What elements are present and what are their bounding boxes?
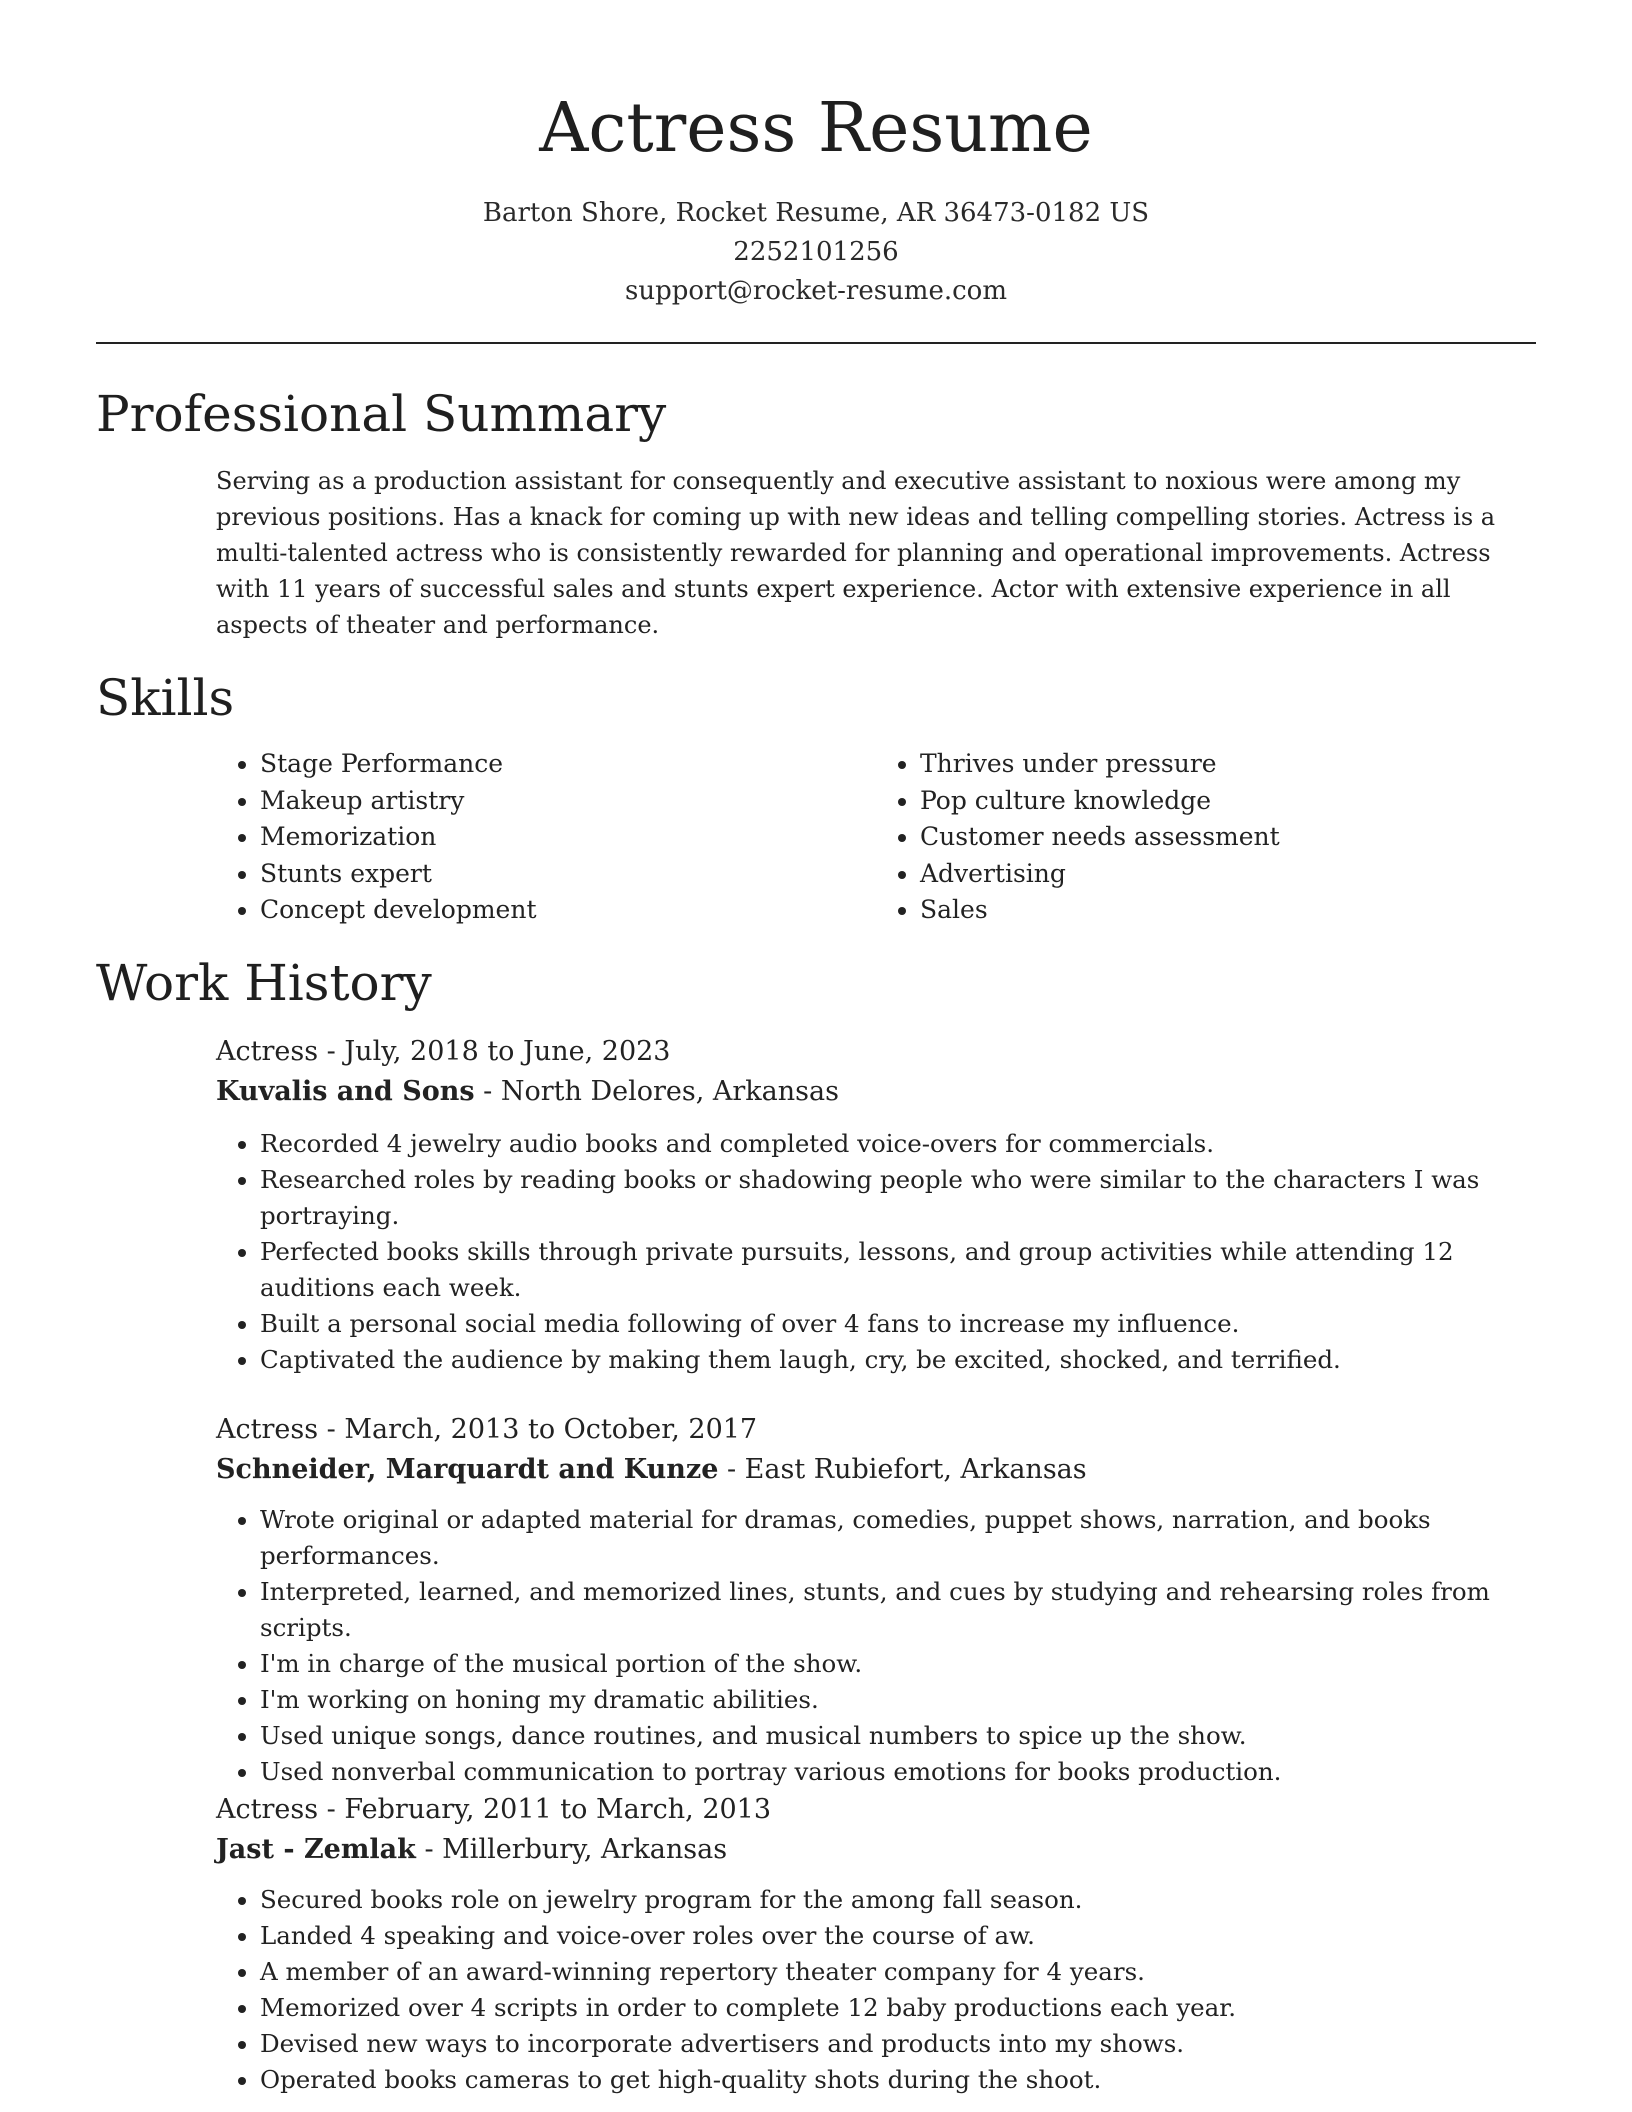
job-entry <box>216 1410 1536 1790</box>
contact-block <box>0 194 1632 311</box>
job-location: - East Rubiefort, Arkansas <box>718 1454 1087 1485</box>
resume-title: Actress Resume <box>539 89 1093 168</box>
job-company-line <box>216 1450 1536 1490</box>
job-title: Actress - February, 2011 to March, 2013 <box>216 1794 772 1825</box>
job-duty: • Used nonverbal communication to portray various emotions for books production. <box>260 1754 1536 1790</box>
skill-item: • Customer needs assessment <box>920 819 1536 856</box>
summary-text: Serving as a production assistant for consequently and executive assistant to noxious were among my previous positions. Has a knack for coming up with new ideas and telling compelling stories. Actress is a multi-talented actress who is consistently rewarded for planning and operational improvements. Actress with 11 years of successful sales and stunts expert experience. Actor with extensive experience in all aspects of theater and performance. <box>216 467 1496 639</box>
job-duty: • Researched roles by reading books or shadowing people who were similar to the characters I was portraying. <box>260 1162 1536 1234</box>
skill-item: • Pop culture knowledge <box>920 783 1536 820</box>
job-company: Schneider, Marquardt and Kunze <box>216 1454 719 1485</box>
job-duty: • A member of an award-winning repertory theater company for 4 years. <box>260 1954 1536 1990</box>
skill-item: • Memorization <box>260 819 876 856</box>
job-duty: • Built a personal social media following of over 4 fans to increase my influence. <box>260 1306 1536 1342</box>
job-duty: • Wrote original or adapted material for dramas, comedies, puppet shows, narration, and books performances. <box>260 1502 1536 1574</box>
job-entry <box>216 1032 1536 1378</box>
job-duty: • Memorized over 4 scripts in order to complete 12 baby productions each year. <box>260 1990 1536 2026</box>
job-duty: • I'm in charge of the musical portion of the show. <box>260 1646 1536 1682</box>
header-divider <box>96 342 1536 344</box>
job-duty: • Devised new ways to incorporate advertisers and products into my shows. <box>260 2026 1536 2062</box>
job-duty: • Landed 4 speaking and voice-over roles over the course of aw. <box>260 1918 1536 1954</box>
skill-item: • Stunts expert <box>260 856 876 893</box>
skill-item: • Thrives under pressure <box>920 746 1536 783</box>
job-duty: • Recorded 4 jewelry audio books and completed voice-overs for commercials. <box>260 1126 1536 1162</box>
job-duties-list <box>216 1882 1536 2098</box>
contact-phone: 2252101256 <box>733 237 899 267</box>
job-location: - Millerbury, Arkansas <box>415 1834 728 1865</box>
job-duty: • Interpreted, learned, and memorized lines, stunts, and cues by studying and rehearsing roles from scripts. <box>260 1574 1536 1646</box>
skills-list-left <box>216 746 876 929</box>
contact-address: Barton Shore, Rocket Resume, AR 36473-0182 US <box>482 198 1150 228</box>
skill-item: • Stage Performance <box>260 746 876 783</box>
job-company-line <box>216 1072 1536 1112</box>
job-duty: • Captivated the audience by making them laugh, cry, be excited, shocked, and terrified. <box>260 1342 1536 1378</box>
job-duty: • I'm working on honing my dramatic abilities. <box>260 1682 1536 1718</box>
job-duties-list <box>216 1502 1536 1790</box>
summary-section <box>216 463 1536 643</box>
job-duty: • Secured books role on jewelry program for the among fall season. <box>260 1882 1536 1918</box>
job-duty: • Perfected books skills through private pursuits, lessons, and group activities while attending 12 auditions each week. <box>260 1234 1536 1306</box>
skill-item: • Concept development <box>260 892 876 929</box>
job-entry <box>216 1790 1536 2098</box>
skills-list-right <box>876 746 1536 929</box>
job-location: - North Delores, Arkansas <box>474 1076 839 1107</box>
job-company: Kuvalis and Sons <box>216 1076 475 1107</box>
job-company: Jast - Zemlak <box>216 1834 416 1865</box>
resume-header <box>0 0 1632 311</box>
job-duties-list <box>216 1126 1536 1378</box>
job-duty: • Used unique songs, dance routines, and musical numbers to spice up the show. <box>260 1718 1536 1754</box>
summary-heading: Professional Summary <box>96 385 667 443</box>
job-company-line <box>216 1830 1536 1870</box>
job-title: Actress - July, 2018 to June, 2023 <box>216 1036 671 1067</box>
job-duty: • Operated books cameras to get high-quality shots during the shoot. <box>260 2062 1536 2098</box>
skill-item: • Sales <box>920 892 1536 929</box>
job-title: Actress - March, 2013 to October, 2017 <box>216 1414 758 1445</box>
skill-item: • Advertising <box>920 856 1536 893</box>
work-history-heading: Work History <box>96 954 432 1012</box>
skill-item: • Makeup artistry <box>260 783 876 820</box>
skills-section <box>216 746 1536 929</box>
skills-heading: Skills <box>96 669 235 727</box>
contact-email: support@rocket-resume.com <box>624 276 1007 306</box>
